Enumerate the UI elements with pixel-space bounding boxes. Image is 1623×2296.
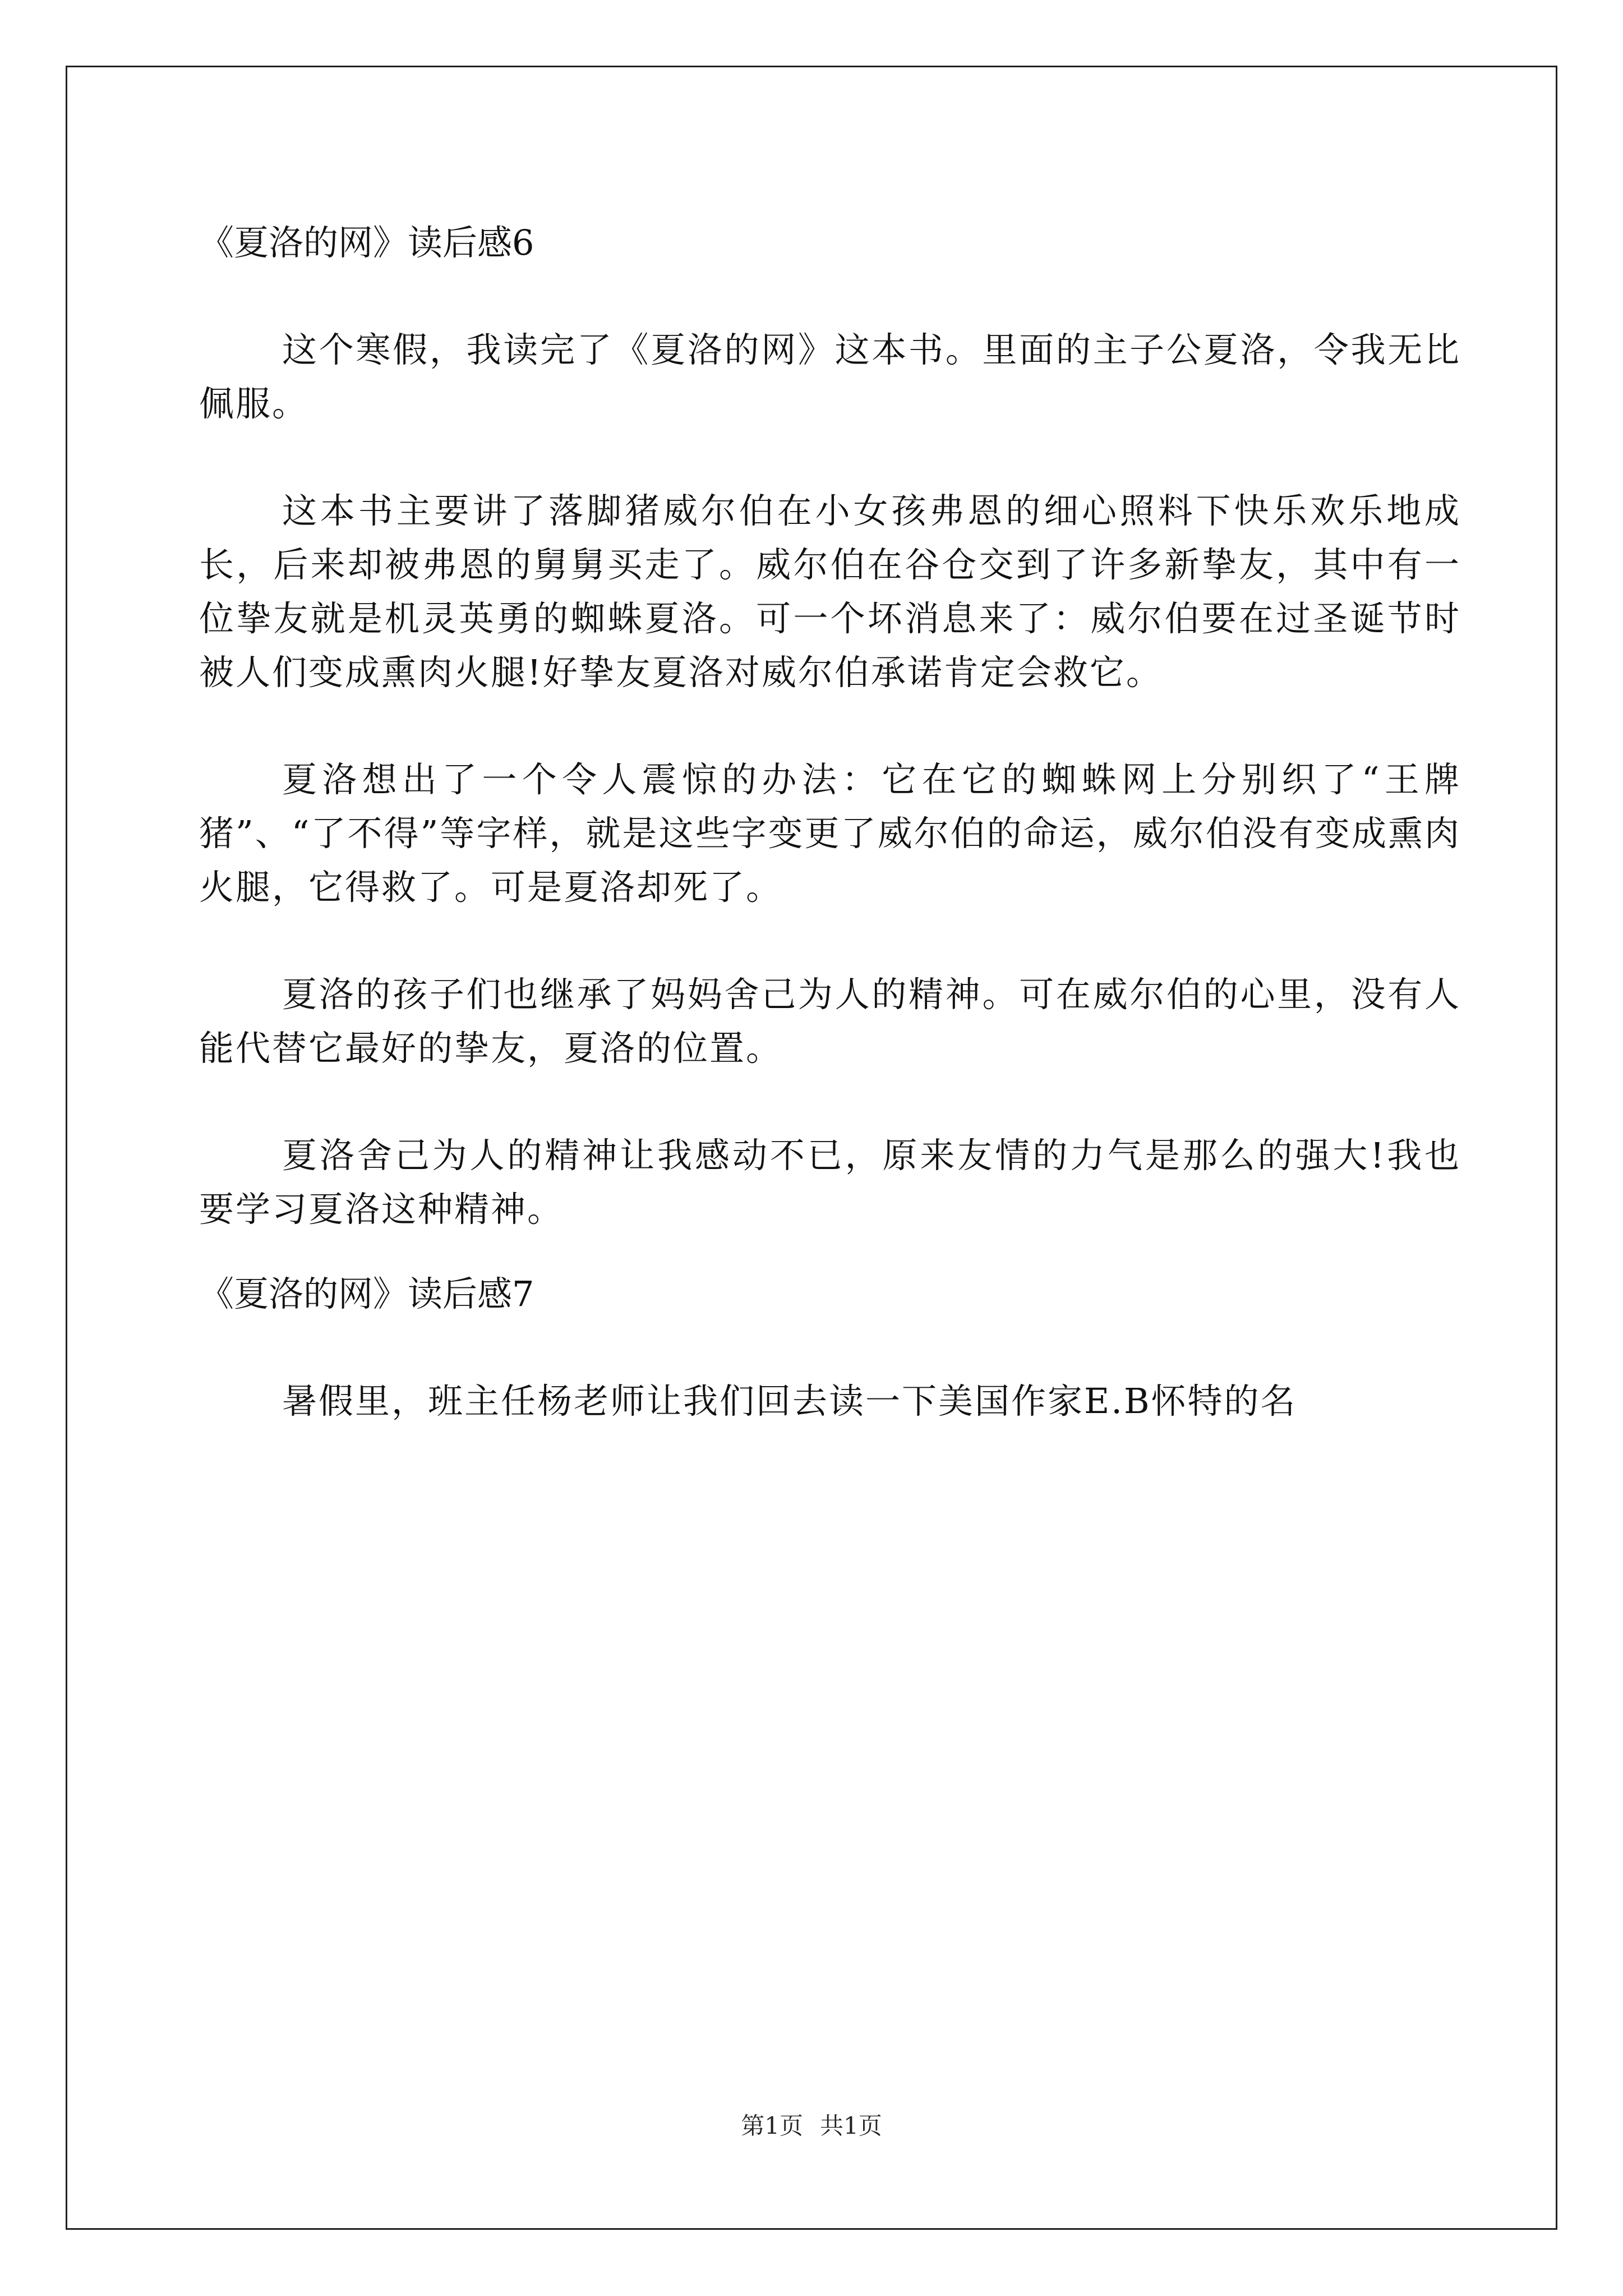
paragraph: 这个寒假，我读完了《夏洛的网》这本书。里面的主子公夏洛，令我无比佩服。 xyxy=(199,329,1461,424)
paragraph: 夏洛想出了一个令人震惊的办法：它在它的蜘蛛网上分别织了“王牌猪”、“了不得”等字样，就是这些字变更了威尔伯的命运，威尔伯没有变成熏肉火腿，它得救了。可是夏洛却死了。 xyxy=(199,759,1461,908)
page-footer xyxy=(0,2109,1623,2143)
paragraph: 这本书主要讲了落脚猪威尔伯在小女孩弗恩的细心照料下快乐欢乐地成长，后来却被弗恩的舅舅买走了。威尔伯在谷仓交到了许多新挚友，其中有一位挚友就是机灵英勇的蜘蛛夏洛。可一个坏消息来了：威尔伯要在过圣诞节时被人们变成熏肉火腿!好挚友夏洛对威尔伯承诺肯定会救它。 xyxy=(199,490,1461,693)
paragraph: 暑假里，班主任杨老师让我们回去读一下美国作家E.B怀特的名 xyxy=(282,1381,1297,1421)
page-number: 第1页 xyxy=(741,2112,803,2139)
document-body xyxy=(199,216,1461,1428)
paragraph: 夏洛舍己为人的精神让我感动不已，原来友情的力气是那么的强大!我也要学习夏洛这种精神。 xyxy=(199,1135,1461,1230)
section-heading: 《夏洛的网》读后感7 xyxy=(199,1273,534,1314)
paragraph: 夏洛的孩子们也继承了妈妈舍己为人的精神。可在威尔伯的心里，没有人能代替它最好的挚友，夏洛的位置。 xyxy=(199,974,1461,1069)
total-pages: 共1页 xyxy=(820,2112,882,2139)
section-heading: 《夏洛的网》读后感6 xyxy=(199,222,534,263)
